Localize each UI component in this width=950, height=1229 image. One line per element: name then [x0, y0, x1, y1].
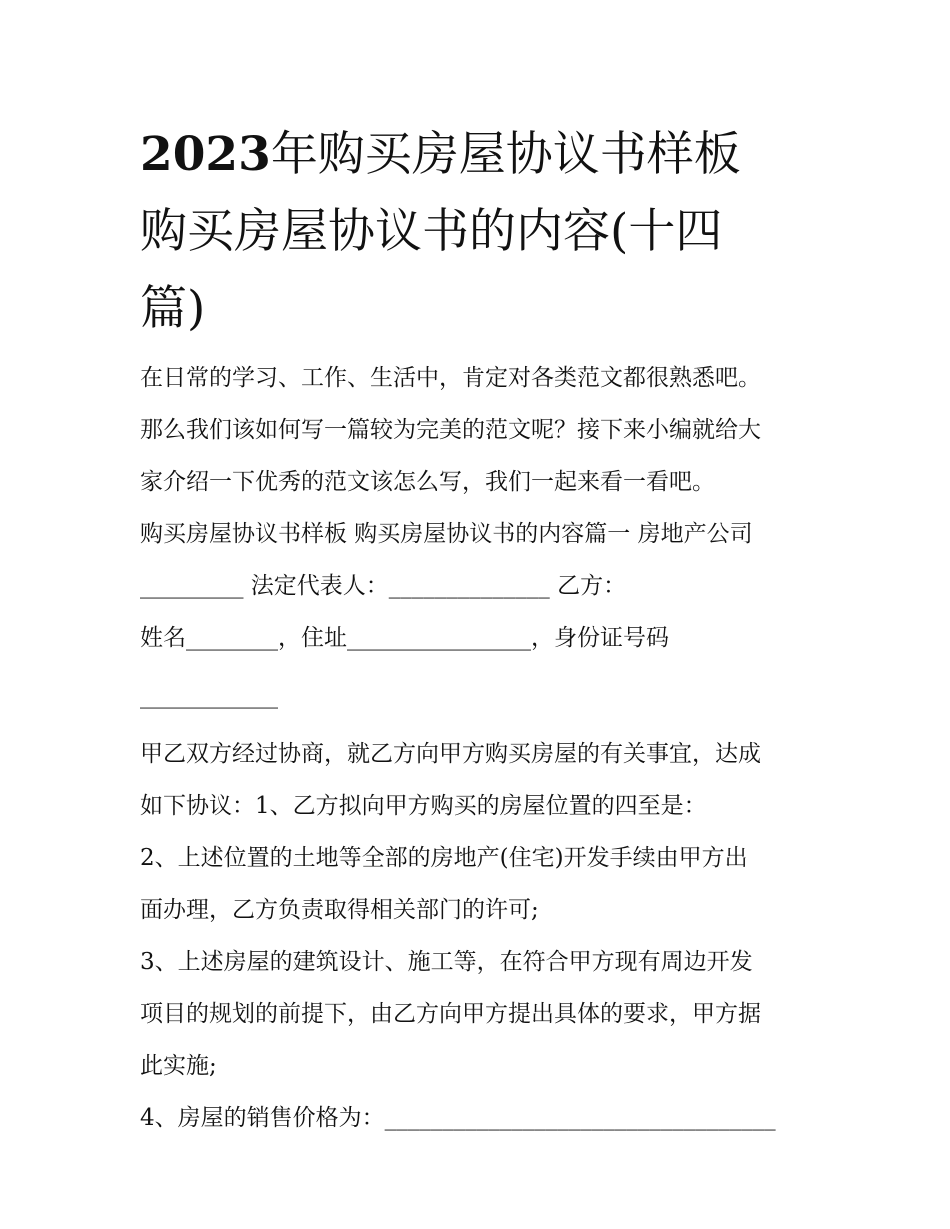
title-line-2: 购买房屋协议书的内容(十四	[140, 204, 723, 259]
document-title	[140, 116, 820, 347]
body-line: 在日常的学习、工作、生活中，肯定对各类范文都很熟悉吧。	[140, 365, 761, 391]
body-line: 此实施;	[140, 1053, 217, 1079]
body-line: 家介绍一下优秀的范文该怎么写，我们一起来看一看吧。	[140, 469, 715, 495]
body-line: 4、房屋的销售价格为：__________________________________	[140, 1105, 776, 1131]
body-line: 甲乙双方经过协商，就乙方向甲方购买房屋的有关事宜，达成	[140, 741, 761, 767]
body-line: 如下协议：1、乙方拟向甲方购买的房屋位置的四至是：	[140, 793, 707, 819]
body-line: 面办理，乙方负责取得相关部门的许可;	[140, 897, 539, 923]
title-line-1	[140, 116, 820, 193]
title-year: 2023	[140, 127, 271, 182]
body-line: 3、上述房屋的建筑设计、施工等，在符合甲方现有周边开发	[140, 949, 753, 975]
body-line: 购买房屋协议书样板 购买房屋协议书的内容篇一 房地产公司	[140, 521, 753, 547]
title-line-1-text: 年购买房屋协议书样板	[270, 127, 741, 182]
body-line: _________ 法定代表人：______________ 乙方：	[140, 573, 627, 599]
title-line-3: 篇)	[140, 281, 206, 336]
body-line: 2、上述位置的土地等全部的房地产(住宅)开发手续由甲方出	[140, 845, 748, 871]
body-line: 项目的规划的前提下，由乙方向甲方提出具体的要求，甲方据	[140, 1001, 761, 1027]
body-line: 姓名________，住址________________，身份证号码	[140, 625, 669, 651]
document-body	[140, 352, 830, 1144]
body-line: 那么我们该如何写一篇较为完美的范文呢？接下来小编就给大	[140, 417, 761, 443]
body-line: ____________	[140, 683, 278, 709]
